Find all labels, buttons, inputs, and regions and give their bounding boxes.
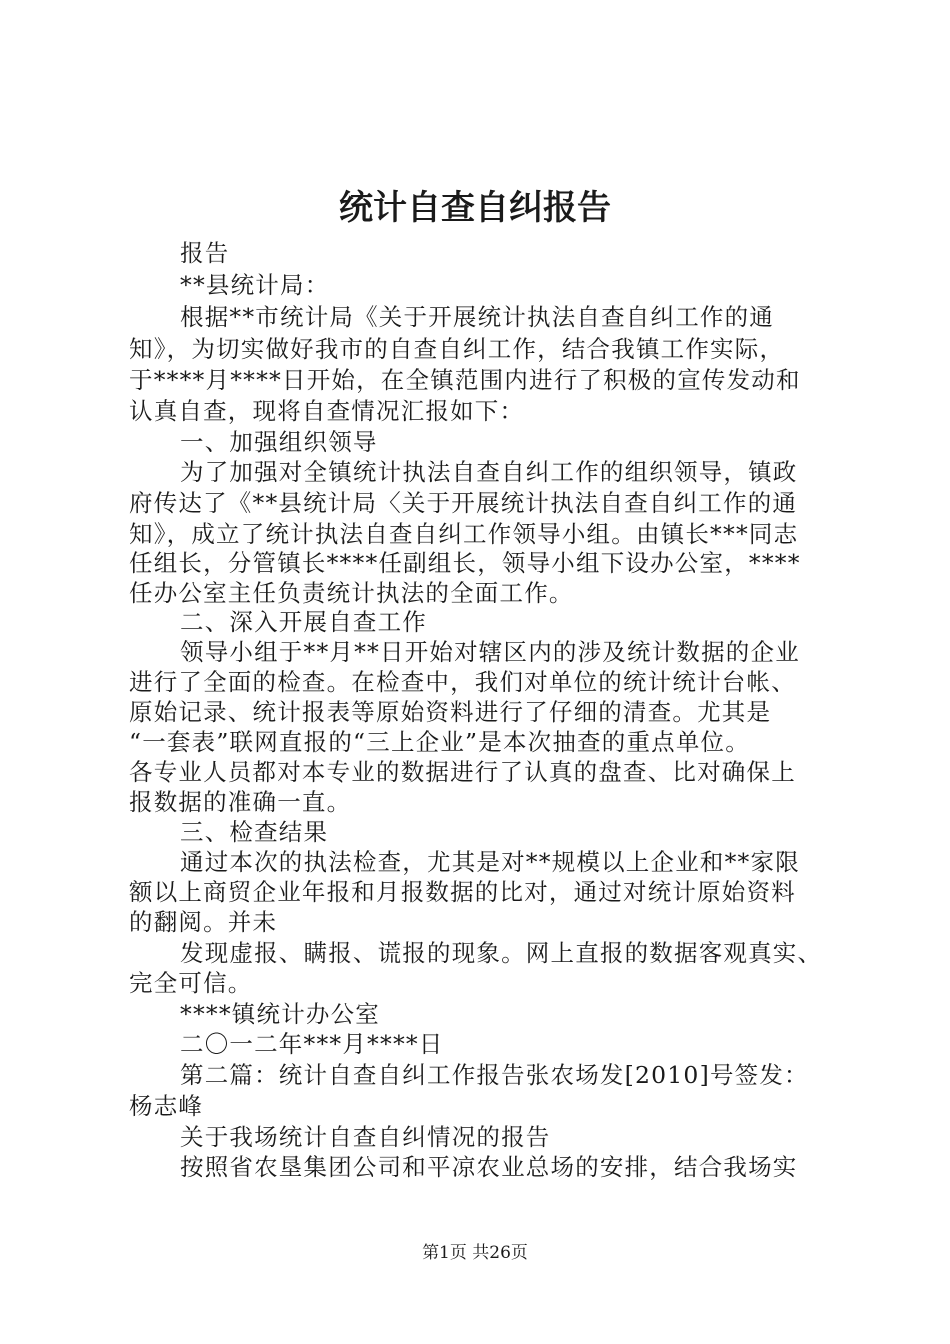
signature-office: ****镇统计办公室	[180, 1000, 380, 1028]
text-line: “一套表”联网直报的“三上企业”是本次抽查的重点单位。	[129, 728, 750, 756]
section-heading: 三、检查结果	[180, 818, 329, 846]
text-line: 于****月****日开始，在全镇范围内进行了积极的宣传发动和	[129, 366, 801, 394]
signature-date: 二〇一二年***月****日	[180, 1030, 444, 1058]
text-line: 杨志峰	[129, 1092, 204, 1120]
text-line: 为了加强对全镇统计执法自查自纠工作的组织领导，镇政	[180, 458, 798, 486]
text-line: 额以上商贸企业年报和月报数据的比对，通过对统计原始资料	[129, 878, 796, 906]
subtitle-line: 关于我场统计自查自纠情况的报告	[180, 1123, 551, 1151]
text-line: 府传达了《**县统计局〈关于开展统计执法自查自纠工作的通	[129, 489, 798, 517]
text-line: 报告	[180, 239, 230, 267]
text-line: 完全可信。	[129, 969, 253, 997]
document-title: 统计自查自纠报告	[339, 188, 611, 228]
text-line: 知》，为切实做好我市的自查自纠工作，结合我镇工作实际，	[129, 335, 785, 363]
text-line: 任组长，分管镇长****任副组长，领导小组下设办公室，****	[129, 549, 801, 577]
text-line: 报数据的准确一直。	[129, 788, 352, 816]
text-line: 根据**市统计局《关于开展统计执法自查自纠工作的通	[180, 303, 774, 331]
text-line: 任办公室主任负责统计执法的全面工作。	[129, 579, 574, 607]
text-line: 领导小组于**月**日开始对辖区内的涉及统计数据的企业	[180, 638, 800, 666]
text-line: 知》，成立了统计执法自查自纠工作领导小组。由镇长***同志	[129, 520, 799, 548]
text-line: 各专业人员都对本专业的数据进行了认真的盘查、比对确保上	[129, 758, 796, 786]
section-heading: 二、深入开展自查工作	[180, 608, 427, 636]
text-line: 第二篇：统计自查自纠工作报告张农场发[2010]号签发：	[180, 1061, 809, 1089]
text-line: 的翻阅。并未	[129, 908, 278, 936]
text-line: 原始记录、统计报表等原始资料进行了仔细的清查。尤其是	[129, 698, 772, 726]
text-line: 进行了全面的检查。在检查中，我们对单位的统计统计台帐、	[129, 668, 796, 696]
text-line: **县统计局：	[180, 271, 330, 299]
text-line: 认真自查，现将自查情况汇报如下：	[129, 397, 525, 425]
text-line: 按照省农垦集团公司和平凉农业总场的安排，结合我场实	[180, 1153, 798, 1181]
page-number: 第1页 共26页	[422, 1243, 528, 1263]
section-heading: 一、加强组织领导	[180, 428, 378, 456]
text-line: 通过本次的执法检查，尤其是对**规模以上企业和**家限	[180, 848, 800, 876]
text-line: 发现虚报、瞒报、谎报的现象。网上直报的数据客观真实、	[180, 939, 823, 967]
